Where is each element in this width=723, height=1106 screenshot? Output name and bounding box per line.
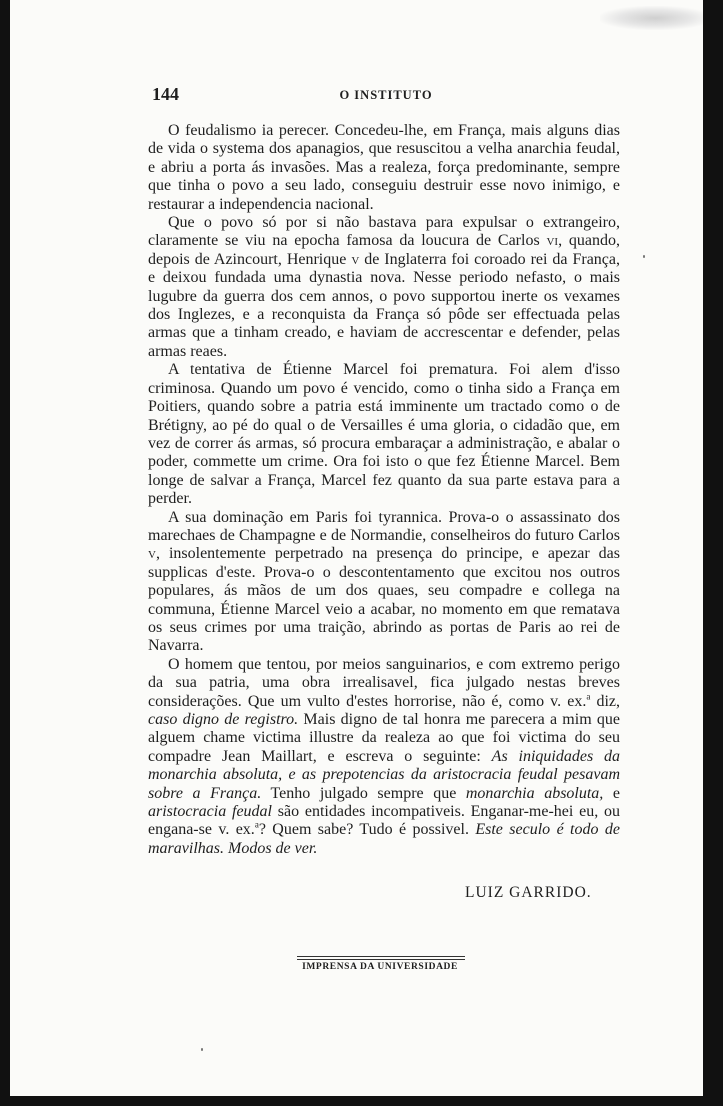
book-page: [10, 0, 703, 1096]
paragraph: [148, 656, 620, 858]
paragraph: [148, 122, 620, 214]
italic-text: aristocracia feudal: [148, 803, 272, 821]
text-run: , insolentemente perpetrado na presença do principe, e apezar das supplicas d'este. Prova-o o descontentamento que excitou nos outros populares, ás mãos de um dos quaes, seu compadre e collega na communa, Étienne Marcel veio a acabar, no momento em que rematava os seus crimes por uma traição, abrindo as portas de Paris ao rei de Navarra.: [148, 545, 620, 655]
paragraph: [148, 361, 620, 508]
running-title: O INSTITUTO: [339, 88, 433, 102]
text-run: A tentativa de Étienne Marcel foi prematura. Foi alem d'isso criminosa. Quando um povo é vencido, como o tinha sido a França em Poitiers, quando sobre a patria está imminente um tractado como o de Brétigny, ao pé do qual o de Versailles é uma gloria, o cidadão que, em vez de correr ás armas, só procura embaraçar a administração, e abalar o poder, commette um crime. Ora foi isto o que fez Étienne Marcel. Bem longe de salvar a França, Marcel fez quanto da sua parte estava para a perder.: [148, 361, 620, 508]
text-run: O feudalismo ia perecer. Concedeu-lhe, em França, mais alguns dias de vida o systema dos apanagios, que resuscitou a velha anarchia feudal, e abriu a porta ás invasões. Mas a realeza, força predominante, sempre que tinha o povo a seu lado, conseguiu destruir esse novo inimigo, e restaurar a independencia nacional.: [148, 122, 620, 213]
page-number: 144: [152, 84, 179, 104]
italic-text: monarchia absoluta,: [465, 784, 604, 802]
text-run: O homem que tentou, por meios sanguinarios, e com extremo perigo da sua patria, uma obra irrealisavel, fica julgado nestas breves considerações. Que um vulto d'estes horrorise, não é, como v. ex.: [148, 655, 620, 710]
text-run: Tenho julgado sempre que: [261, 784, 466, 802]
text-run: A sua dominação em Paris foi tyrannica. Prova-o o assassinato dos marechaes de Champagne e de Normandie, conselheiros do futuro Carlos: [148, 508, 620, 544]
running-head: [152, 84, 620, 106]
text-run: e: [603, 784, 620, 802]
superscript: a: [586, 691, 591, 702]
superscript: a: [254, 820, 259, 831]
text-run: ? Quem sabe? Tudo é possivel.: [258, 821, 476, 839]
text-run: v: [148, 545, 156, 563]
text-run: v: [351, 250, 360, 268]
article-body: [148, 122, 620, 858]
printer-imprint: IMPRENSA DA UNIVERSIDADE: [302, 962, 458, 972]
italic-text: As iniquidades da monarchia absoluta, e as prepotencias da aristocracia feudal pesavam sobre a França.: [148, 747, 620, 802]
text-run: Mais digno de tal honra me parecera a mim que alguem chame victima illustre da realeza ao que foi victima do seu compadre Jean Maillart, e escreva o seguinte:: [148, 711, 621, 765]
footer-rule: [297, 956, 465, 957]
paragraph: [148, 214, 620, 361]
paragraph: [148, 509, 620, 656]
text-run: vi: [546, 232, 559, 250]
scan-speck: [643, 255, 645, 258]
author-signature: LUIZ GARRIDO.: [465, 884, 592, 901]
text-run: são entidades incompativeis. Enganar-me-hei eu, ou engana-se v. ex.: [148, 803, 621, 839]
text-run: , quando, depois de Azincourt, Henrique: [148, 232, 620, 268]
text-run: Que o povo só por si não bastava para expulsar o extrangeiro, claramente se viu na epocha famosa da loucura de Carlos: [148, 214, 620, 250]
text-run: diz,: [590, 692, 621, 710]
text-run: de Inglaterra foi coroado rei da França, e deixou fundada uma dynastia nova. Nesse periodo nefasto, o mais lugubre da guerra dos cem annos, o povo supportou inerte os vexames dos Inglezes, e a reconquista da França só pôde ser effectuada pelas armas que a tinham creado, e haviam de accrescentar e defender, pelas armas reaes.: [148, 250, 621, 360]
footer-rule: [297, 959, 465, 960]
scan-smudge: [600, 6, 710, 30]
scan-speck: [201, 1048, 203, 1051]
italic-text: Este seculo é todo de maravilhas. Modos de ver.: [148, 821, 620, 857]
italic-text: caso digno de registro.: [148, 711, 299, 728]
